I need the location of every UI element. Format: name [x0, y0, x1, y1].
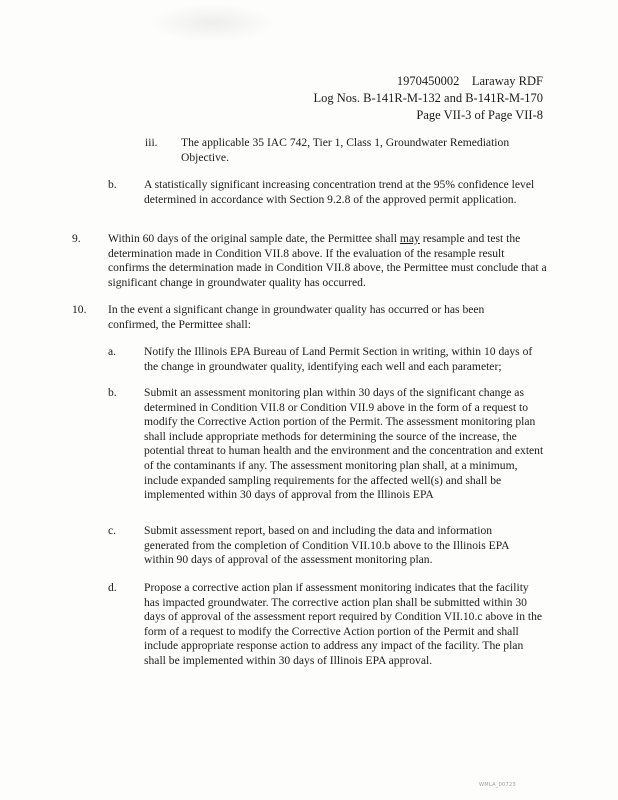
item-text	[108, 232, 548, 290]
item-text: Notify the Illinois EPA Bureau of Land Permit Section in writing, within 10 days of the change in groundwater quality, identifying each well and each parameter;	[144, 345, 533, 373]
header-log-line: Log Nos. B-141R-M-132 and B-141R-M-170	[313, 91, 543, 105]
item-number: b.	[108, 386, 117, 399]
item-text: Propose a corrective action plan if assessment monitoring indicates that the facility has impacted groundwater. The corrective action plan shall be submitted within 30 days of approval of the assessment report required by Condition VII.10.c above in the form of a request to modify the Corrective Action portion of the Permit and shall include appropriate response action to address any impact of the facility. The plan shall be implemented within 30 days of Illinois EPA approval.	[144, 581, 543, 667]
emphasis-word: may	[399, 232, 420, 245]
header-page-line: Page VII-3 of Page VII-8	[416, 108, 543, 122]
item-number: c.	[108, 524, 117, 537]
item-text: A statistically significant increasing concentration trend at the 95% confidence level determined in accordance with Section 9.2.8 of the approved permit application.	[144, 178, 535, 206]
item-number: 10.	[72, 303, 87, 316]
item-number: iii.	[145, 136, 158, 149]
item-text-post: resample and test the determination made in Condition VII.8 above. If the evaluation of the resample result confirms the determination made in Condition VII.8 above, the Permittee must conclude that a significant change in groundwater quality has occurred.	[108, 232, 547, 289]
page-header	[313, 73, 543, 124]
item-text-pre: Within 60 days of the original sample date, the Permittee shall	[108, 232, 400, 245]
item-text: The applicable 35 IAC 742, Tier 1, Class 1, Groundwater Remediation Objective.	[181, 136, 510, 164]
bates-stamp: WMLA_00723	[479, 782, 516, 788]
item-text: Submit an assessment monitoring plan within 30 days of the significant change as determined in Condition VII.8 or Condition VII.9 above in the form of a request to modify the Corrective Action portion of the Permit. The assessment monitoring plan shall include appropriate methods for determining the source of the increase, the potential threat to human health and the environment and the concentration and extent of the contaminants if any. The assessment monitoring plan shall, at a minimum, include expanded sampling requirements for the affected well(s) and shall be implemented within 30 days of approval from the Illinois EPA	[144, 386, 544, 502]
item-number: d.	[108, 581, 117, 594]
item-number: b.	[108, 178, 117, 191]
item-text: In the event a significant change in groundwater quality has occurred or has been confirmed, the Permittee shall:	[108, 303, 485, 331]
item-number: 9.	[72, 232, 81, 245]
header-permit-line: 1970450002 Laraway RDF	[396, 74, 543, 88]
item-number: a.	[108, 345, 117, 358]
item-text: Submit assessment report, based on and including the data and information generated from the completion of Condition VII.10.b above to the Illinois EPA within 90 days of approval of the assessment monitoring plan.	[144, 524, 509, 567]
scan-smudge	[150, 4, 275, 42]
